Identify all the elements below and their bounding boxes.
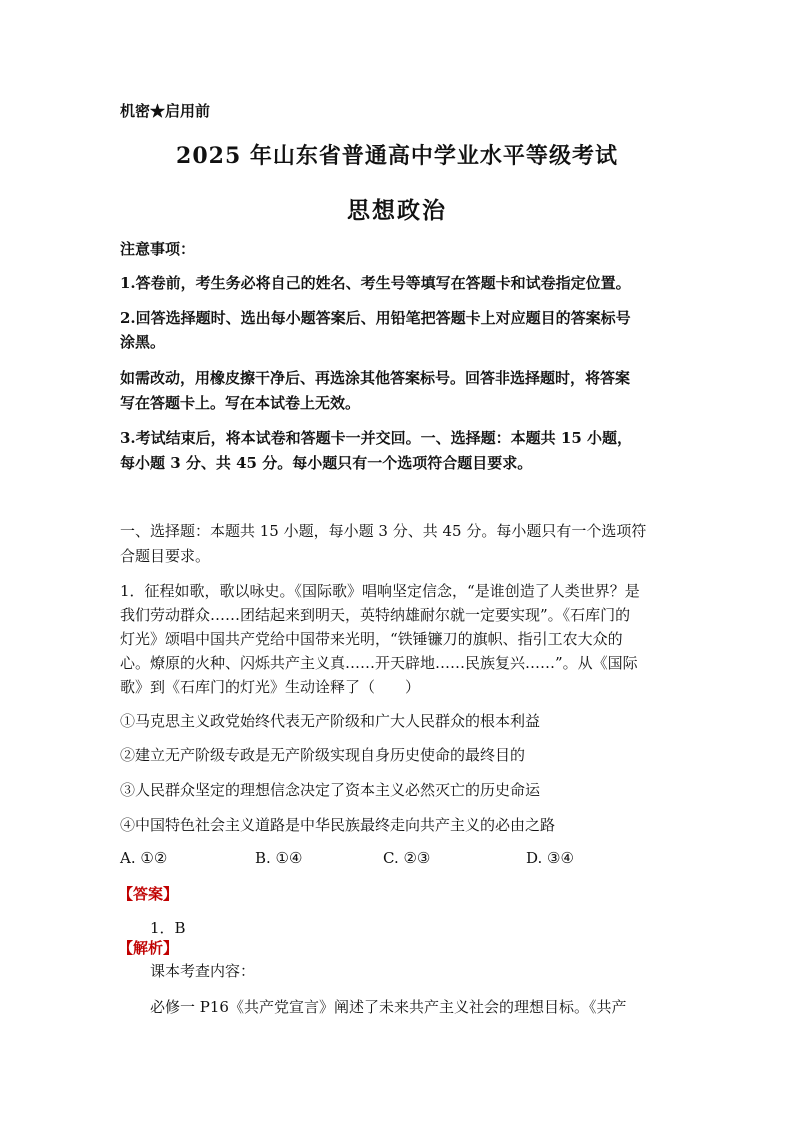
statement-2: ②建立无产阶级专政是无产阶级实现自身历史使命的最终目的: [120, 746, 526, 764]
confidential-label: 机密★启用前: [120, 102, 211, 120]
statement-1: ①马克思主义政党始终代表无产阶级和广大人民群众的根本利益: [120, 712, 541, 730]
note-item-2-line2: 涂黑。: [120, 333, 166, 351]
answer-value: 1．B: [150, 919, 186, 937]
option-a: A. ①②: [120, 849, 168, 867]
analysis-line-2: 必修一 P16《共产党宣言》阐述了未来共产主义社会的理想目标。《共产: [150, 998, 627, 1016]
option-c: C. ②③: [383, 849, 431, 867]
option-d: D. ③④: [526, 849, 574, 867]
question-1-line: 歌》到《石库门的灯光》生动诠释了（ ）: [120, 678, 421, 696]
note-item-3-line2: 每小题 3 分、共 45 分。每小题只有一个选项符合题目要求。: [120, 454, 533, 472]
answer-label: 【答案】: [118, 885, 179, 903]
section-heading-line2: 合题目要求。: [120, 547, 211, 565]
analysis-line-1: 课本考查内容：: [150, 962, 256, 980]
note-item-3-line1: 3.考试结束后，将本试卷和答题卡一并交回。一、选择题：本题共 15 小题，: [120, 429, 632, 447]
statement-4: ④中国特色社会主义道路是中华民族最终走向共产主义的必由之路: [120, 816, 556, 834]
note-item-2b-line1: 如需改动，用橡皮擦干净后、再选涂其他答案标号。回答非选择题时，将答案: [120, 369, 631, 387]
question-1-line: 心。燎原的火种、闪烁共产主义真……开天辟地……民族复兴……”。从《国际: [120, 654, 638, 672]
notes-heading: 注意事项：: [120, 240, 196, 258]
option-b: B. ①④: [255, 849, 303, 867]
subject-title: 思想政治: [347, 197, 447, 224]
question-1-line: 我们劳动群众……团结起来到明天，英特纳雄耐尔就一定要实现”。《石库门的: [120, 606, 631, 624]
statement-3: ③人民群众坚定的理想信念决定了资本主义必然灭亡的历史命运: [120, 781, 541, 799]
note-item-2b-line2: 写在答题卡上。写在本试卷上无效。: [120, 394, 361, 412]
exam-title: 2025 年山东省普通高中学业水平等级考试: [176, 143, 618, 169]
question-1-line: 灯光》颂唱中国共产党给中国带来光明，“铁锤镰刀的旗帜、指引工农大众的: [120, 630, 623, 648]
analysis-label: 【解析】: [118, 939, 179, 957]
question-1-line: 1．征程如歌，歌以咏史。《国际歌》唱响坚定信念，“是谁创造了人类世界？是: [120, 582, 640, 600]
note-item-2-line1: 2.回答选择题时、选出每小题答案后、用铅笔把答题卡上对应题目的答案标号: [120, 309, 631, 327]
section-heading-line1: 一、选择题：本题共 15 小题，每小题 3 分、共 45 分。每小题只有一个选项符: [120, 522, 647, 540]
note-item-1: 1.答卷前，考生务必将自己的姓名、考生号等填写在答题卡和试卷指定位置。: [120, 274, 631, 292]
